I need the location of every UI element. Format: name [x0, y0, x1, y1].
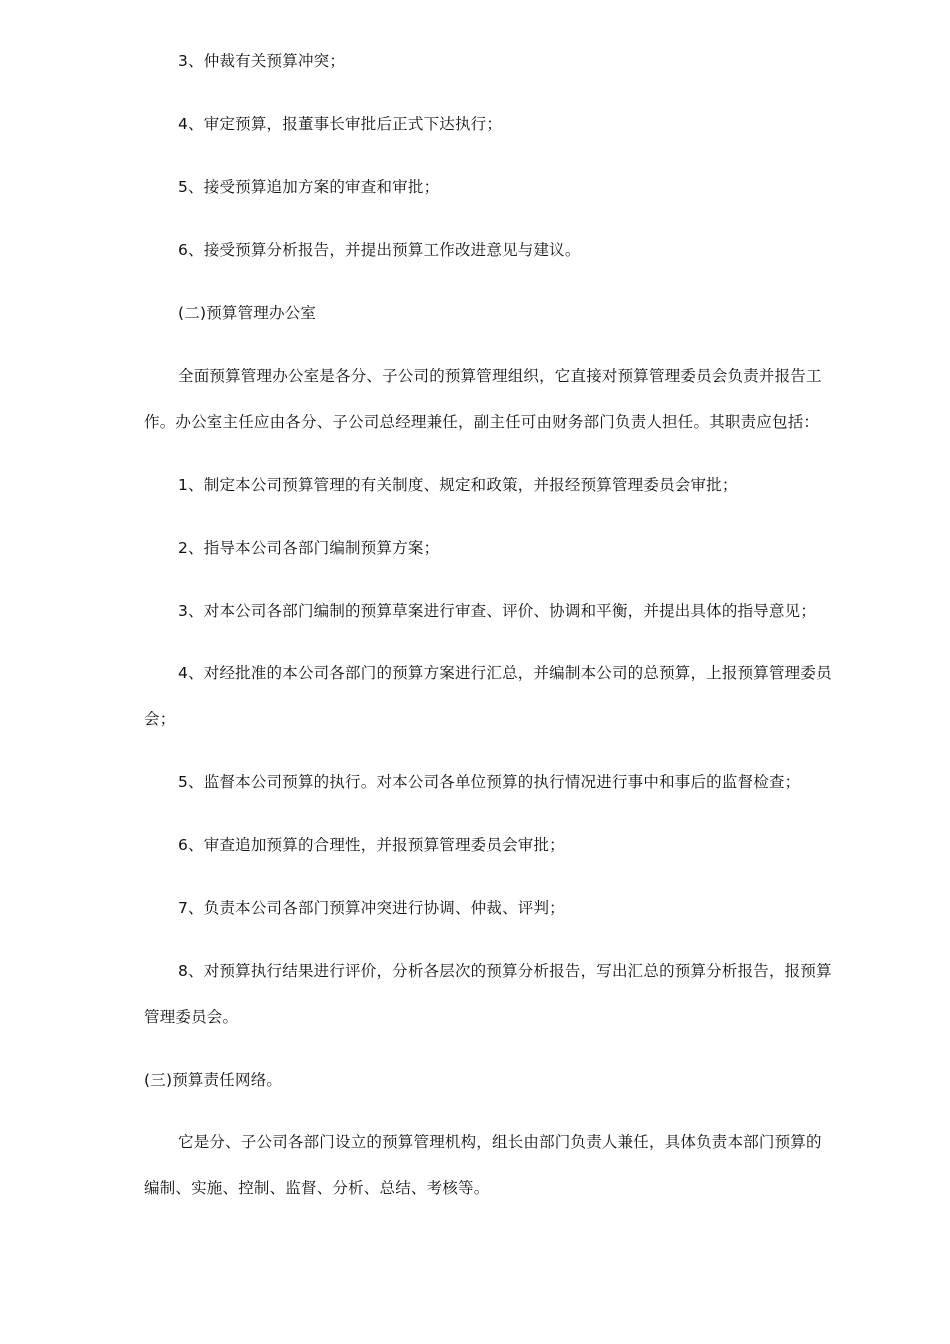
- paragraph-line: 3、仲裁有关预算冲突；: [178, 52, 346, 70]
- section-heading: (二)预算管理办公室: [178, 304, 317, 322]
- paragraph-line: 全面预算管理办公室是各分、子公司的预算管理组织，它直接对预算管理委员会负责并报告工: [178, 367, 822, 385]
- paragraph-line: 6、接受预算分析报告，并提出预算工作改进意见与建议。: [178, 241, 581, 259]
- paragraph-line: 3、对本公司各部门编制的预算草案进行审查、评价、协调和平衡，并提出具体的指导意见；: [178, 602, 817, 620]
- paragraph-line: 它是分、子公司各部门设立的预算管理机构，组长由部门负责人兼任，具体负责本部门预算的: [178, 1133, 822, 1151]
- paragraph-line: 8、对预算执行结果进行评价，分析各层次的预算分析报告，写出汇总的预算分析报告，报预算: [178, 962, 832, 980]
- paragraph-line: 4、审定预算，报董事长审批后正式下达执行；: [178, 115, 503, 133]
- paragraph-line: 作。办公室主任应由各分、子公司总经理兼任，副主任可由财务部门负责人担任。其职责应包括：: [144, 413, 820, 431]
- paragraph-line: 7、负责本公司各部门预算冲突进行协调、仲裁、评判；: [178, 899, 565, 917]
- paragraph-line: 6、审查追加预算的合理性，并报预算管理委员会审批；: [178, 836, 565, 854]
- paragraph-line: 2、指导本公司各部门编制预算方案；: [178, 539, 440, 557]
- paragraph-line: 会；: [144, 710, 176, 728]
- paragraph-line: 1、制定本公司预算管理的有关制度、规定和政策，并报经预算管理委员会审批；: [178, 476, 738, 494]
- paragraph-line: 管理委员会。: [144, 1008, 239, 1026]
- paragraph-line: 4、对经批准的本公司各部门的预算方案进行汇总，并编制本公司的总预算，上报预算管理委员: [178, 664, 832, 682]
- paragraph-line: 5、监督本公司预算的执行。对本公司各单位预算的执行情况进行事中和事后的监督检查；: [178, 773, 801, 791]
- paragraph-line: 编制、实施、控制、监督、分析、总结、考核等。: [144, 1179, 490, 1197]
- section-heading: (三)预算责任网络。: [144, 1071, 283, 1089]
- paragraph-line: 5、接受预算追加方案的审查和审批；: [178, 178, 440, 196]
